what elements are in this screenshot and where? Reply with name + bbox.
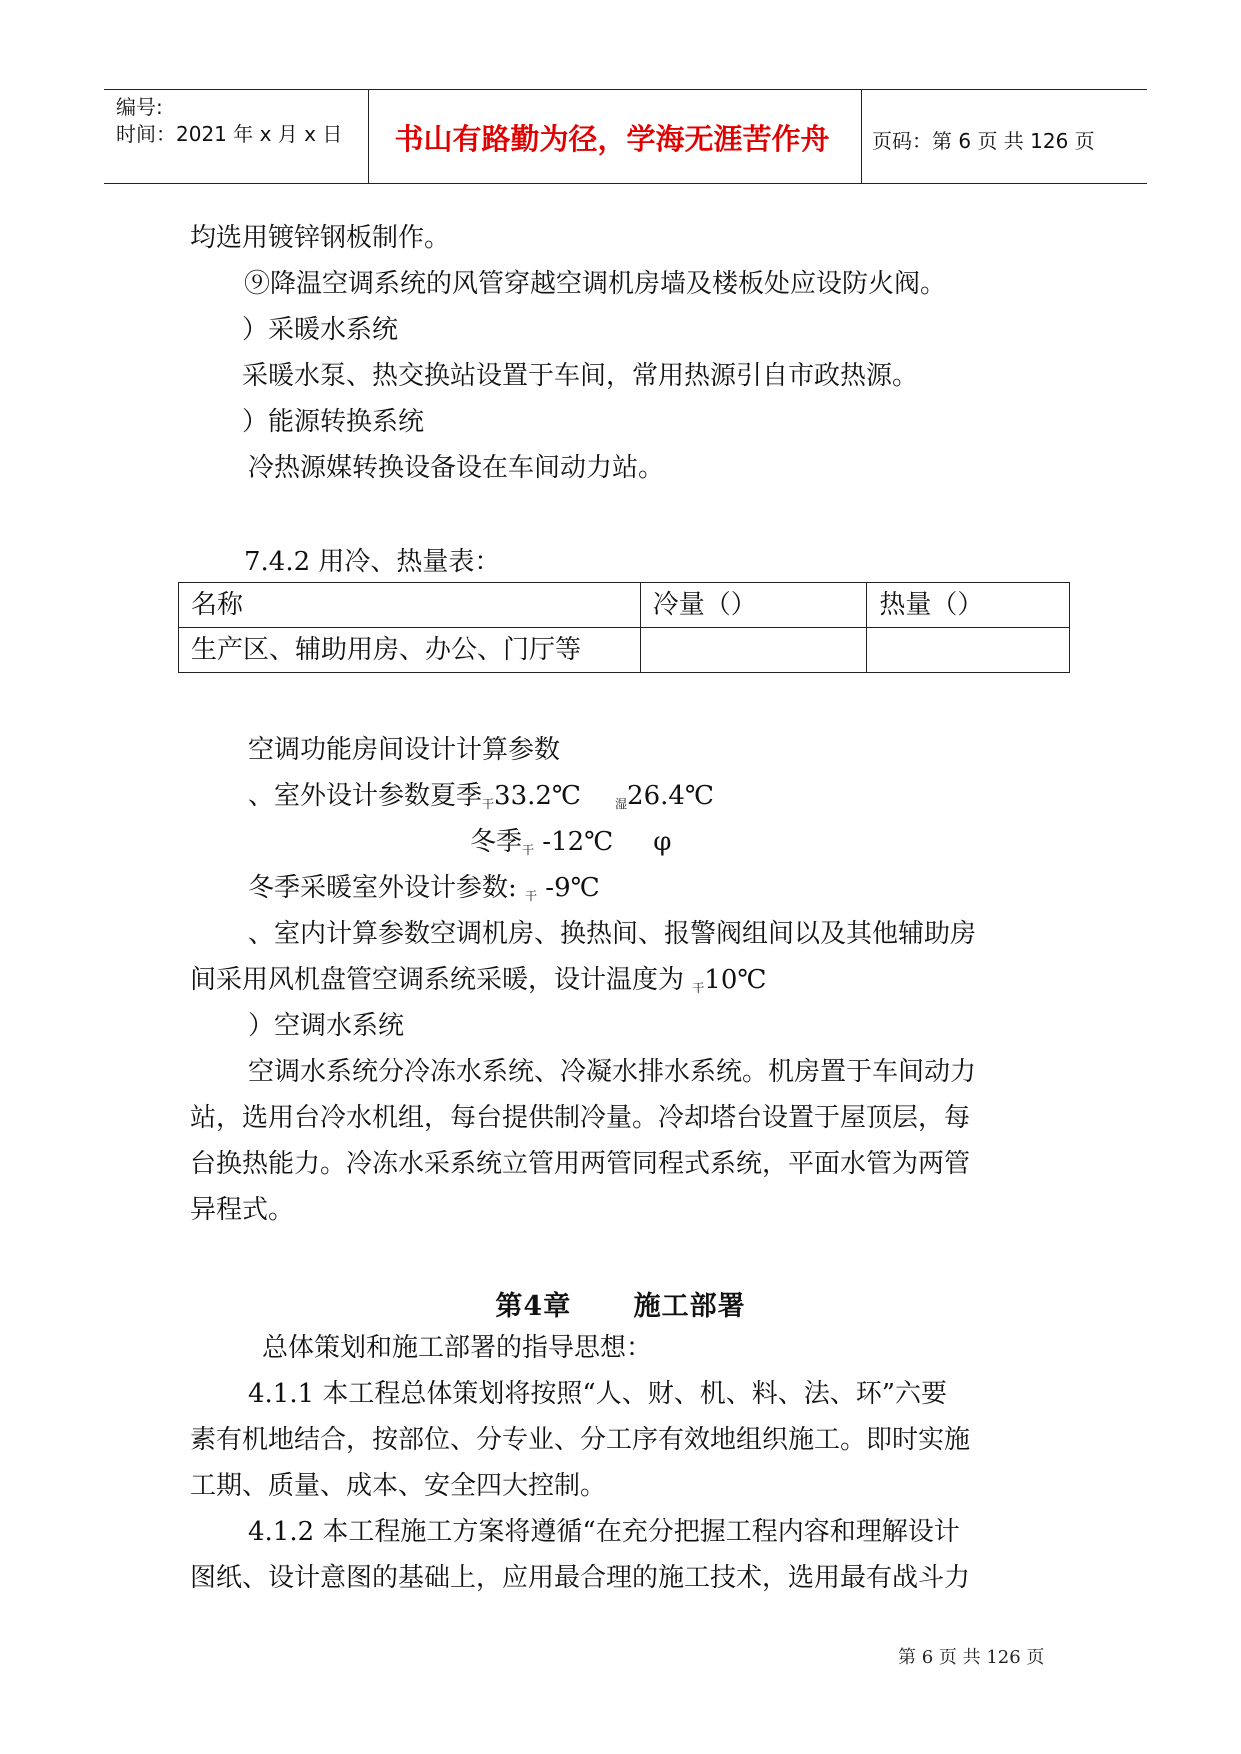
header-motto: 书山有路勤为径，学海无涯苦作舟	[394, 122, 830, 156]
header-time: 时间：2021 年 x 月 x 日	[116, 122, 343, 146]
winter-dry-value: -12℃	[534, 827, 614, 857]
indoor-line-2	[190, 964, 766, 1004]
heating-params	[248, 872, 600, 912]
header-number-label: 编号:	[116, 95, 163, 119]
water-line: 异程式。	[190, 1195, 295, 1225]
summer-prefix: 、室外设计参数夏季	[248, 781, 483, 811]
body-line: 采暖水泵、热交换站设置于车间，常用热源引自市政热源。	[242, 361, 919, 391]
header-meta	[116, 94, 356, 148]
table-cell: 生产区、辅助用房、办公、门厅等	[179, 628, 641, 673]
table-caption: 7.4.2 用冷、热量表：	[244, 547, 501, 577]
winter-prefix: 冬季	[470, 827, 523, 857]
params-title: 空调功能房间设计计算参数	[248, 735, 561, 765]
body-line: ）采暖水系统	[242, 315, 399, 345]
section-line: 素有机地结合，按部位、分专业、分工序有效地组织施工。即时实施	[190, 1425, 971, 1455]
sub-dry: 干	[692, 981, 705, 995]
table-cell	[640, 628, 867, 673]
header-page-info: 页码：第 6 页 共 126 页	[872, 129, 1095, 153]
sub-dry: 干	[482, 797, 495, 811]
summer-params	[248, 780, 714, 820]
body-line: ⑨降温空调系统的风管穿越空调机房墙及楼板处应设防火阀。	[244, 269, 947, 299]
winter-params	[470, 826, 671, 866]
summer-wet-value: 26.4℃	[627, 781, 715, 811]
water-line: 空调水系统分冷冻水系统、冷凝水排水系统。机房置于车间动力	[248, 1057, 977, 1087]
indoor-line-1: 、室内计算参数空调机房、换热间、报警阀组间以及其他辅助房	[248, 919, 977, 949]
sub-dry: 干	[525, 889, 538, 903]
winter-phi: φ	[653, 827, 672, 857]
water-title: ）空调水系统	[248, 1011, 405, 1041]
header-divider-right	[861, 89, 862, 184]
section-line: 总体策划和施工部署的指导思想：	[262, 1333, 653, 1363]
chapter-title: 第4章 施工部署	[495, 1291, 746, 1322]
heating-prefix: 冬季采暖室外设计参数:	[248, 873, 526, 903]
water-line: 台换热能力。冷冻水采系统立管用两管同程式系统，平面水管为两管	[190, 1149, 971, 1179]
header-bottom-rule	[104, 183, 1147, 184]
body-line: 冷热源媒转换设备设在车间动力站。	[248, 453, 665, 483]
table-header-row	[179, 583, 1070, 628]
heating-value: -9℃	[537, 873, 600, 903]
page-footer: 第 6 页 共 126 页	[898, 1647, 1045, 1668]
section-line: 工期、质量、成本、安全四大控制。	[190, 1471, 607, 1501]
table-row	[179, 628, 1070, 673]
section-line: 图纸、设计意图的基础上，应用最合理的施工技术，选用最有战斗力	[190, 1563, 971, 1593]
water-line: 站，选用台冷水机组，每台提供制冷量。冷却塔台设置于屋顶层，每	[190, 1103, 971, 1133]
header-divider-left	[368, 89, 369, 184]
body-line: 均选用镀锌钢板制作。	[190, 223, 451, 253]
sub-dry: 干	[522, 843, 535, 857]
section-line: 4.1.2 本工程施工方案将遵循“在充分把握工程内容和理解设计	[248, 1517, 960, 1547]
table-header-cell: 名称	[179, 583, 641, 628]
cooling-heating-table	[178, 582, 1070, 673]
table-cell	[867, 628, 1070, 673]
indoor-value: 10℃	[704, 965, 767, 995]
indoor-prefix: 间采用风机盘管空调系统采暖，设计温度为	[190, 965, 693, 995]
table-header-cell: 热量（）	[867, 583, 1070, 628]
sub-wet: 湿	[615, 797, 628, 811]
section-line: 4.1.1 本工程总体策划将按照“人、财、机、料、法、环”六要	[248, 1379, 948, 1409]
table-header-cell: 冷量（）	[640, 583, 867, 628]
header-top-rule	[104, 89, 1147, 90]
summer-dry-value: 33.2℃	[494, 781, 582, 811]
body-line: ）能源转换系统	[242, 407, 425, 437]
